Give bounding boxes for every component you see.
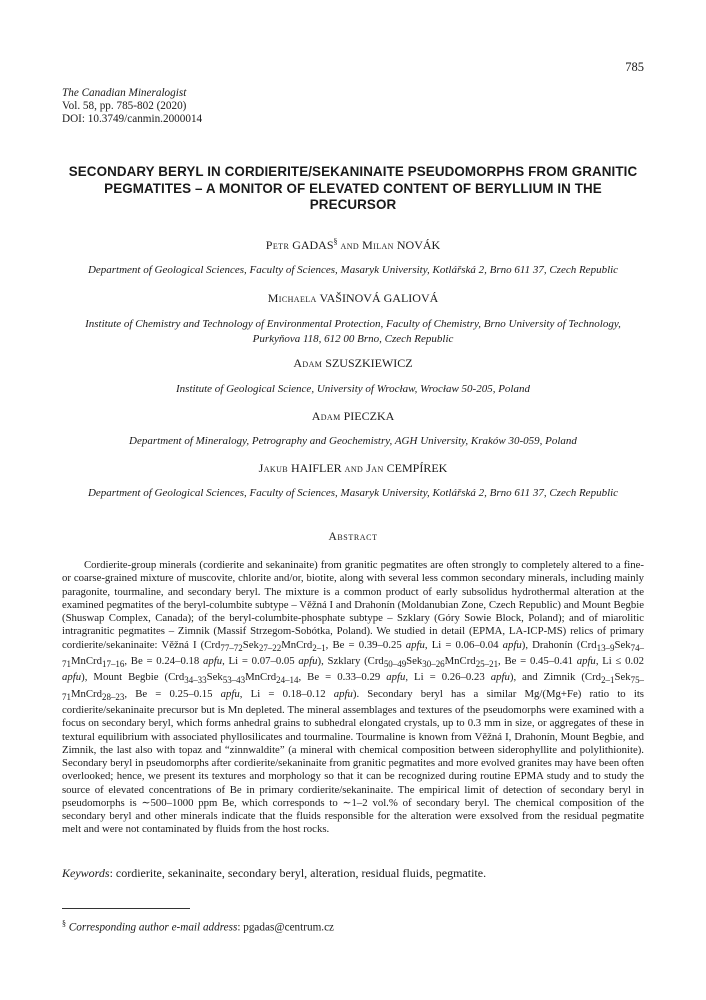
abstract-segment: Sek bbox=[614, 638, 631, 651]
affiliation-4: Department of Mineralogy, Petrography and Geochemistry, AGH University, Kraków 30-059, Poland bbox=[129, 435, 577, 447]
abstract-segment: Sek bbox=[406, 654, 423, 667]
abstract-segment: , Be = 0.39–0.25 bbox=[325, 638, 406, 651]
subscript: 34–33 bbox=[184, 675, 207, 686]
abstract-segment: , Be = 0.24–0.18 bbox=[124, 654, 203, 667]
footnote-mark: § bbox=[62, 919, 66, 928]
footnote bbox=[62, 919, 334, 934]
author-last-name: VAŠINOVÁ GALIOVÁ bbox=[319, 291, 439, 305]
author-last-name: PIECZKA bbox=[343, 409, 395, 423]
author-last-name: CEMPÍREK bbox=[386, 461, 448, 475]
subscript: 27–22 bbox=[258, 642, 282, 653]
abstract-heading: Abstract bbox=[328, 531, 378, 543]
affiliation-2a: Institute of Chemistry and Technology of Environmental Protection, Faculty of Chemistry, Brno University of Technology, bbox=[85, 318, 621, 330]
unit-apfu: apfu bbox=[386, 671, 406, 684]
footnote-label: Corresponding author e-mail address bbox=[68, 921, 238, 934]
author-first-name: Adam bbox=[311, 409, 341, 423]
abstract-segment: , Li = 0.18–0.12 bbox=[239, 687, 334, 700]
author-joiner: and bbox=[340, 238, 360, 252]
abstract-segment: ), Mount Begbie (Crd bbox=[81, 671, 185, 684]
corresponding-mark: § bbox=[333, 237, 338, 246]
author-line-4 bbox=[40, 409, 666, 424]
affiliation-1: Department of Geological Sciences, Faculty of Sciences, Masaryk University, Kotlářská 2, Brno 611 37, Czech Republic bbox=[87, 264, 619, 276]
unit-apfu: apfu bbox=[62, 671, 82, 684]
abstract-segment: ). Secondary beryl has a similar Mg/(Mg+Fe) ratio to its cordierite/sekaninaite precursor but is Mn depleted. The mineral assemblages and textures of the pseudomorphs were examined with a focus on secondary beryl, which forms anhedral grains to subhedral elongated crystals, up to 0.3 mm in size, or aggregates of these in textural equilibrium with associated phyllosilicates and tourmaline. Tourmaline is known from Věžná I, Drahonín, Mount Begbie, and Zimnik, the last also with topaz and “zinnwaldite” (a mineral with chemical composition between siderophyllite and polylithionite). Secondary beryl in pseudomorphs after cordierite/sekaninaite from granitic pegmatites and more evolved granites may have been often overlooked; hence, we present its textures and morphology so that it can be recognized during routine EPMA study and to study the source of elevated concentrations of Be in primary cordierite/sekaninaite. The empirical limit of detection of secondary beryl in pseudomorphs is ∼500–1000 ppm Be, which corresponds to ∼1–2 vol.% of secondary beryl. The chemical composition of the secondary beryl and other minerals indicate that the fluids responsible for the alteration were exsolved from the residual pegmatite melt and were not contaminated by fluids from the host rocks. bbox=[62, 687, 644, 836]
affiliation-5: Department of Geological Sciences, Faculty of Sciences, Masaryk University, Kotlářská 2, Brno 611 37, Czech Republic bbox=[87, 487, 619, 499]
unit-apfu: apfu bbox=[203, 654, 223, 667]
abstract-segment: ), Drahonín (Crd bbox=[521, 638, 597, 651]
author-last-name: HAIFLER bbox=[291, 461, 342, 475]
article-title: SECONDARY BERYL IN CORDIERITE/SEKANINAITE PSEUDOMORPHS FROM GRANITIC PEGMATITES – A MONITOR OF ELEVATED CONTENT OF BERYLLIUM IN THE PRECURSOR bbox=[68, 164, 638, 212]
author-last-name: SZUSZKIEWICZ bbox=[325, 356, 413, 370]
abstract-segment: MnCrd bbox=[70, 654, 102, 667]
unit-apfu: apfu bbox=[405, 638, 425, 651]
abstract-segment: MnCrd bbox=[281, 638, 313, 651]
abstract-text bbox=[62, 559, 644, 837]
author-first-name: Jakub bbox=[258, 461, 288, 475]
unit-apfu: apfu bbox=[220, 687, 240, 700]
abstract-segment: MnCrd bbox=[70, 687, 102, 700]
journal-volume: Vol. 58, pp. 785-802 (2020) bbox=[62, 100, 187, 112]
footnote-divider bbox=[62, 908, 190, 909]
author-first-name: Adam bbox=[293, 356, 323, 370]
subscript: 24–14 bbox=[276, 675, 299, 686]
abstract-segment: ), Szklary (Crd bbox=[317, 654, 384, 667]
keywords bbox=[62, 866, 486, 881]
abstract-segment: Sek bbox=[206, 671, 223, 684]
subscript: 2–1 bbox=[312, 642, 326, 653]
author-first-name: Milan bbox=[362, 238, 394, 252]
journal-doi: DOI: 10.3749/canmin.2000014 bbox=[62, 113, 203, 125]
abstract-segment: , Li = 0.06–0.04 bbox=[424, 638, 503, 651]
unit-apfu: apfu bbox=[502, 638, 522, 651]
journal-name: The Canadian Mineralogist bbox=[62, 87, 187, 99]
subscript: 30–26 bbox=[422, 659, 445, 670]
unit-apfu: apfu bbox=[576, 654, 596, 667]
author-line-3 bbox=[40, 356, 666, 371]
abstract-segment: , Be = 0.33–0.29 bbox=[298, 671, 387, 684]
footnote-email: : pgadas@centrum.cz bbox=[237, 921, 334, 934]
subscript: 50–49 bbox=[383, 659, 407, 670]
subscript: 77–72 bbox=[220, 642, 243, 653]
unit-apfu: apfu bbox=[490, 671, 510, 684]
page-number: 785 bbox=[625, 60, 644, 74]
affiliation-2b: Purkyňova 118, 612 00 Brno, Czech Republic bbox=[252, 333, 454, 345]
subscript: 28–23 bbox=[102, 691, 125, 702]
keywords-text: : cordierite, sekaninaite, secondary beryl, alteration, residual fluids, pegmatite. bbox=[109, 866, 487, 880]
author-line-1 bbox=[40, 237, 666, 253]
abstract-segment: , Li = 0.07–0.05 bbox=[222, 654, 299, 667]
abstract-segment: MnCrd bbox=[245, 671, 277, 684]
abstract-segment: MnCrd bbox=[444, 654, 476, 667]
author-last-name: GADAS bbox=[292, 238, 334, 252]
abstract-segment: Sek bbox=[614, 671, 631, 684]
unit-apfu: apfu bbox=[298, 654, 318, 667]
author-line-2 bbox=[40, 291, 666, 306]
abstract-segment: , Li = 0.26–0.23 bbox=[405, 671, 491, 684]
subscript: 74–71 bbox=[62, 642, 644, 670]
author-first-name: Petr bbox=[265, 238, 290, 252]
abstract-segment: , Be = 0.45–0.41 bbox=[498, 654, 577, 667]
abstract-segment: , Li ≤ 0.02 bbox=[595, 654, 644, 667]
subscript: 25–21 bbox=[475, 659, 499, 670]
abstract-segment: Cordierite-group minerals (cordierite and sekaninaite) from granitic pegmatites are often strongly to completely altered to a fine- or coarse-grained mixture of muscovite, chlorite and/or, biotite, along with several less common secondary minerals, including mainly paragonite, tourmaline, and secondary beryl. The mixture is a common product of early subsolidus hydrothermal alteration at the examined pegmatites of the beryl-columbite subtype – Věžná I and Drahonín (Moldanubian Zone, Czech Republic) and Mount Begbie (Shuswap Complex, Canada); of the beryl-columbite-phosphate subtype – Szklary (Góry Sowie Block, Poland); and of miarolitic intragranitic pegmatites – Zimnik (Massif Strzegom-Sobótka, Poland). We studied in detail (EPMA, LA-ICP-MS) relics of primary cordierite/sekaninaite: Věžná I (Crd bbox=[62, 559, 644, 651]
affiliation-3: Institute of Geological Science, University of Wrocław, Wrocław 50-205, Poland bbox=[176, 383, 530, 395]
subscript: 17–16 bbox=[102, 659, 125, 670]
subscript: 53–43 bbox=[222, 675, 246, 686]
abstract-segment: ), and Zimnik (Crd bbox=[509, 671, 602, 684]
subscript: 2–1 bbox=[601, 675, 615, 686]
unit-apfu: apfu bbox=[333, 687, 353, 700]
author-line-5 bbox=[40, 461, 666, 476]
keywords-label: Keywords bbox=[62, 866, 110, 880]
author-last-name: NOVÁK bbox=[396, 238, 441, 252]
subscript: 13–9 bbox=[596, 642, 615, 653]
subscript: 75–71 bbox=[62, 675, 644, 702]
abstract-segment: , Be = 0.25–0.15 bbox=[124, 687, 221, 700]
author-first-name: Michaela bbox=[267, 291, 317, 305]
abstract-segment: Sek bbox=[242, 638, 259, 651]
author-first-name: Jan bbox=[366, 461, 384, 475]
journal-info bbox=[62, 87, 202, 126]
author-joiner: and bbox=[344, 461, 364, 475]
